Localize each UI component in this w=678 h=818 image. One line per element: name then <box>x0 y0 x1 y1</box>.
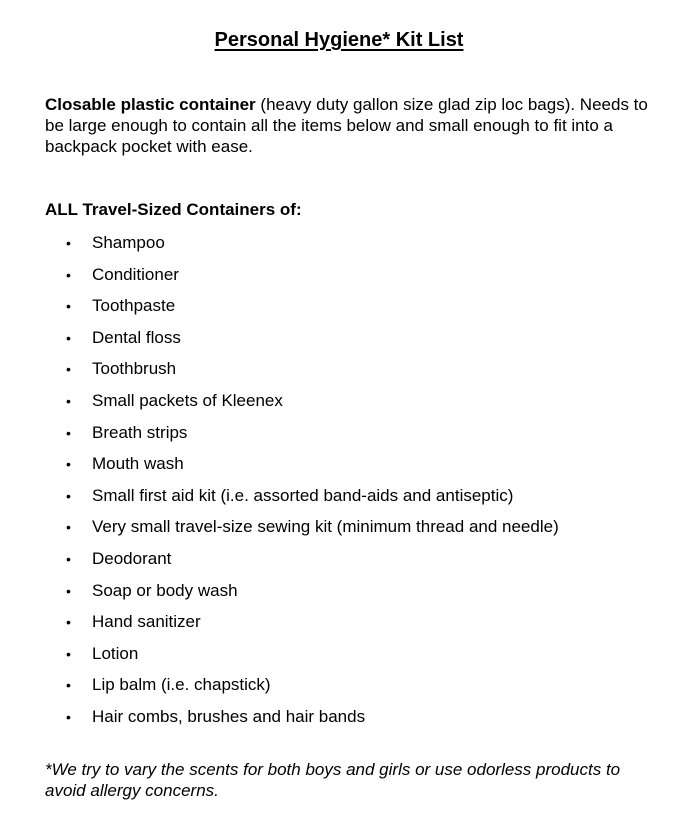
bullet-icon: • <box>66 424 71 441</box>
list-item <box>0 389 678 421</box>
bullet-icon: • <box>66 361 71 378</box>
list-item <box>0 673 678 705</box>
bullet-icon: • <box>66 266 71 283</box>
page-title: Personal Hygiene* Kit List <box>214 29 464 51</box>
list-item <box>0 326 678 358</box>
list-item-text: Hair combs, brushes and hair bands <box>92 706 366 726</box>
intro-rest-text: (heavy duty gallon size glad zip loc bags). Needs to be large enough to contain all the items below and small enough to fit into a backpack pocket with ease. <box>45 95 648 156</box>
list-item <box>0 610 678 642</box>
list-item-text: Hand sanitizer <box>92 612 201 632</box>
list-item <box>0 452 678 484</box>
bullet-icon: • <box>66 614 71 631</box>
bullet-icon: • <box>66 677 71 694</box>
list-item-text: Breath strips <box>92 422 188 442</box>
kit-item-list <box>0 231 678 737</box>
list-item-text: Small first aid kit (i.e. assorted band-aids and antiseptic) <box>92 485 514 505</box>
list-item-text: Lip balm (i.e. chapstick) <box>92 675 271 695</box>
list-item <box>0 263 678 295</box>
intro-bold-text: Closable plastic container <box>45 95 256 114</box>
bullet-icon: • <box>66 582 71 599</box>
intro-paragraph <box>45 94 665 157</box>
list-item <box>0 294 678 326</box>
list-item <box>0 547 678 579</box>
bullet-icon: • <box>66 235 71 251</box>
list-item <box>0 515 678 547</box>
bullet-icon: • <box>66 550 71 567</box>
list-item-text: Toothbrush <box>92 359 177 379</box>
section-heading: ALL Travel-Sized Containers of: <box>45 200 302 219</box>
list-item-text: Conditioner <box>92 264 179 284</box>
list-item <box>0 231 678 263</box>
list-item-text: Toothpaste <box>92 296 176 316</box>
list-item-text: Soap or body wash <box>92 580 238 600</box>
list-item <box>0 421 678 453</box>
list-item <box>0 357 678 389</box>
list-item-text: Mouth wash <box>92 454 184 474</box>
bullet-icon: • <box>66 645 71 662</box>
list-item <box>0 705 678 737</box>
list-item-text: Deodorant <box>92 548 172 568</box>
list-item-text: Small packets of Kleenex <box>92 390 283 410</box>
bullet-icon: • <box>66 708 71 725</box>
bullet-icon: • <box>66 519 71 536</box>
bullet-icon: • <box>66 392 71 409</box>
list-item-text: Very small travel-size sewing kit (minimum thread and needle) <box>92 517 559 537</box>
list-item <box>0 484 678 516</box>
bullet-icon: • <box>66 329 71 346</box>
bullet-icon: • <box>66 487 71 504</box>
list-item <box>0 579 678 611</box>
list-item-text: Lotion <box>92 643 139 663</box>
list-item <box>0 642 678 674</box>
list-item-text: Shampoo <box>92 233 165 252</box>
footnote: *We try to vary the scents for both boys and girls or use odorless products to avoid allergy concerns. <box>45 760 621 800</box>
list-item-text: Dental floss <box>92 327 181 347</box>
bullet-icon: • <box>66 298 71 315</box>
bullet-icon: • <box>66 456 71 473</box>
